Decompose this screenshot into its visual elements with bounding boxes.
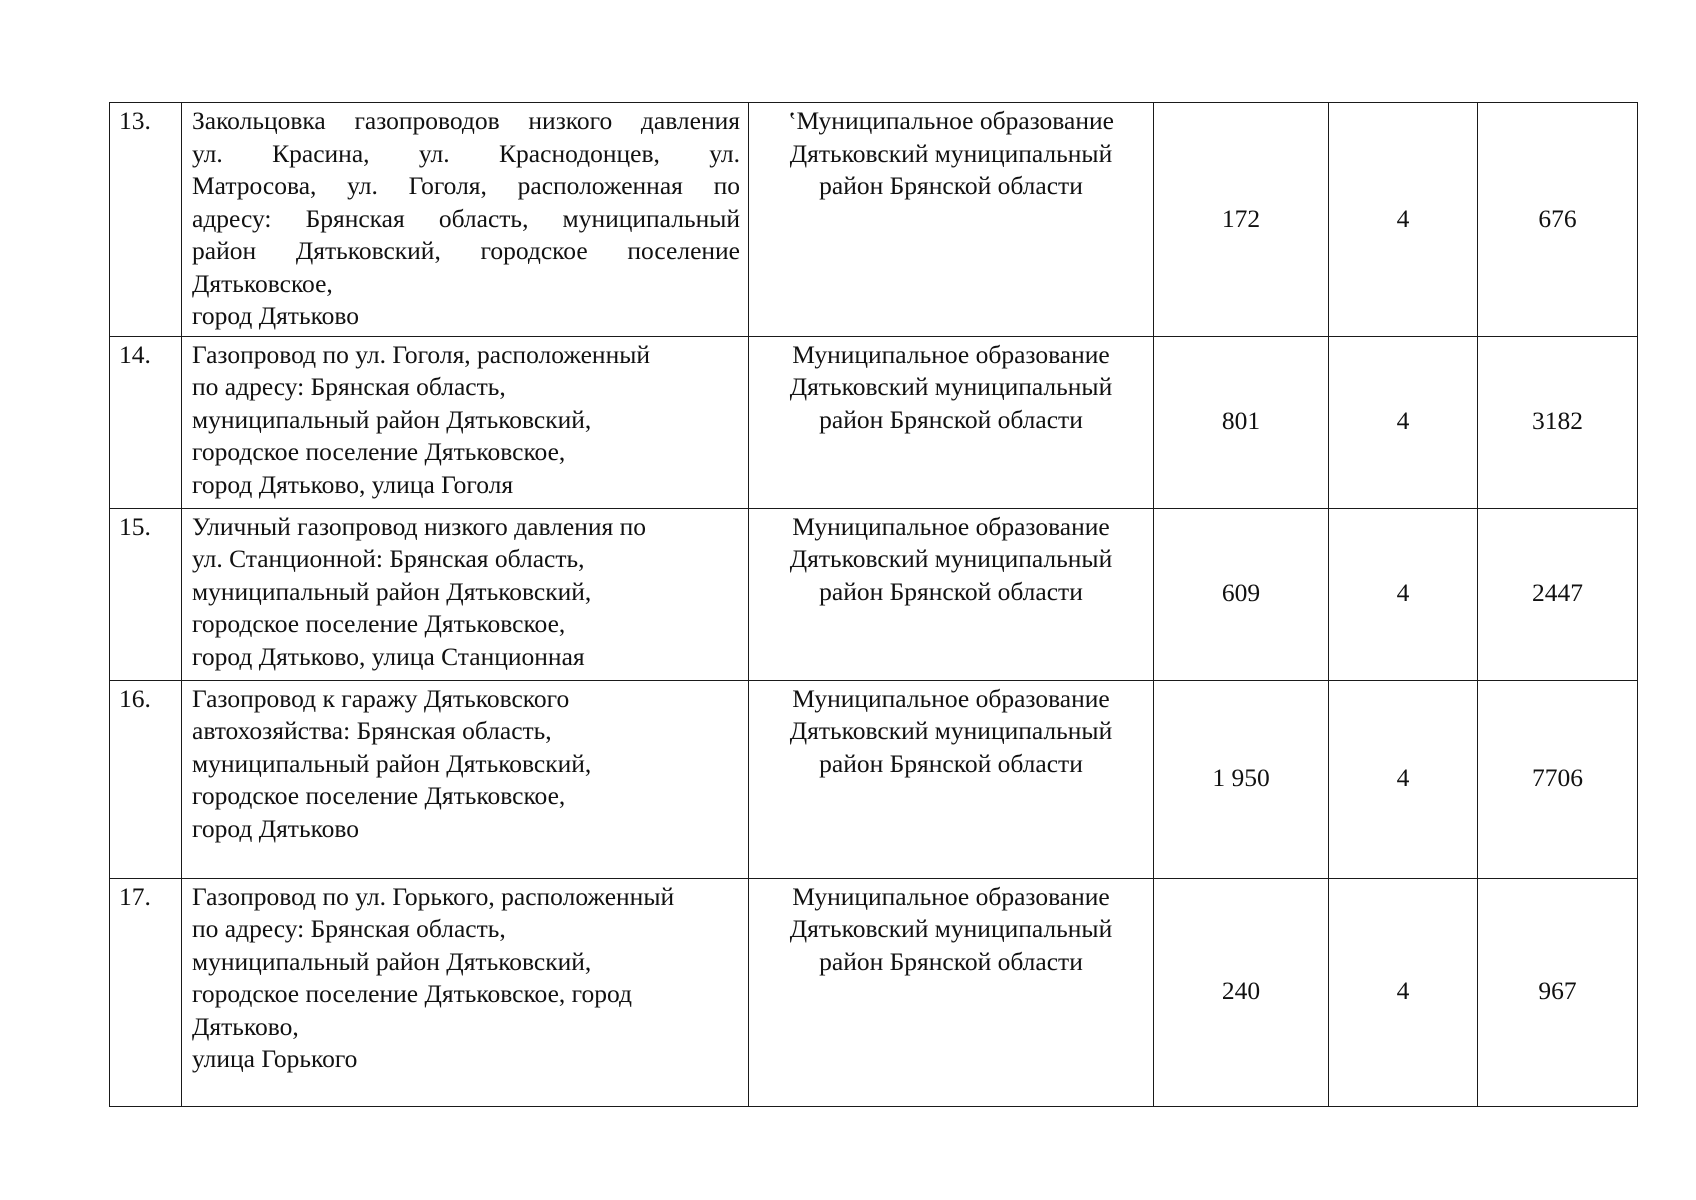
description-line: Матросова, ул. Гоголя, расположенная по — [192, 171, 740, 200]
length-value: 240 — [1154, 878, 1329, 1106]
owner-line: Дятьковский муниципальный — [789, 914, 1113, 943]
description-line: город Дятьково — [192, 301, 360, 330]
category-value: 4 — [1329, 336, 1478, 508]
table-row — [110, 336, 1638, 508]
owner-line: Дятьковский муниципальный — [789, 716, 1113, 745]
owner-line: Дятьковский муниципальный — [789, 138, 1113, 168]
description-line: ул. Красина, ул. Краснодонцев, ул. — [192, 138, 740, 168]
owner-line: Муниципальное образование — [792, 339, 1110, 369]
owner — [749, 878, 1154, 1106]
description-line: городское поселение Дятьковское, город — [192, 979, 632, 1008]
length-value: 801 — [1154, 336, 1329, 508]
description-line: Уличный газопровод низкого давления по — [192, 511, 646, 541]
length-value: 1 950 — [1154, 680, 1329, 878]
description-line: муниципальный район Дятьковский, — [192, 404, 592, 434]
category-value: 4 — [1329, 878, 1478, 1106]
description-line: городское поселение Дятьковское, — [192, 437, 566, 466]
owner-line: ‛Муниципальное образование — [788, 106, 1114, 135]
description-line: ул. Станционной: Брянская область, — [192, 544, 585, 573]
row-number: 14. — [110, 336, 182, 508]
description-line: Газопровод по ул. Гоголя, расположенный — [192, 339, 651, 369]
area-value: 2447 — [1478, 508, 1638, 680]
object-description — [182, 680, 749, 878]
description-line: муниципальный район Дятьковский, — [192, 748, 592, 778]
row-number: 15. — [110, 508, 182, 680]
description-line: по адресу: Брянская область, — [192, 372, 506, 401]
owner-line: район Брянской области — [819, 576, 1083, 606]
owner-line: Дятьковский муниципальный — [789, 544, 1113, 573]
owner-line: район Брянской области — [819, 404, 1083, 434]
row-number: 17. — [110, 878, 182, 1106]
category-value: 4 — [1329, 103, 1478, 337]
object-description — [182, 878, 749, 1106]
description-line: район Дятьковский, городское поселение — [192, 236, 740, 265]
description-line: муниципальный район Дятьковский, — [192, 576, 592, 606]
table-row — [110, 878, 1638, 1106]
owner-line: Дятьковский муниципальный — [789, 372, 1113, 401]
description-line: улица Горького — [192, 1044, 358, 1073]
object-description — [182, 103, 749, 337]
table-row — [110, 508, 1638, 680]
description-line: город Дятьково, улица Гоголя — [192, 469, 514, 499]
owner-line: район Брянской области — [819, 946, 1083, 976]
description-line: муниципальный район Дятьковский, — [192, 946, 592, 976]
length-value: 609 — [1154, 508, 1329, 680]
owner-line: Муниципальное образование — [792, 683, 1110, 713]
area-value: 3182 — [1478, 336, 1638, 508]
description-line: городское поселение Дятьковское, — [192, 781, 566, 810]
table-row — [110, 680, 1638, 878]
description-line: по адресу: Брянская область, — [192, 914, 506, 943]
description-line: город Дятьково — [192, 813, 360, 843]
owner-line: район Брянской области — [819, 748, 1083, 778]
description-line: городское поселение Дятьковское, — [192, 609, 566, 638]
area-value: 7706 — [1478, 680, 1638, 878]
area-value: 676 — [1478, 103, 1638, 337]
description-line: Газопровод к гаражу Дятьковского — [192, 683, 570, 713]
owner — [749, 680, 1154, 878]
description-line: Закольцовка газопроводов низкого давления — [192, 106, 740, 135]
owner-line: район Брянской области — [819, 171, 1083, 200]
owner-line: Муниципальное образование — [792, 511, 1110, 541]
table-row — [110, 103, 1638, 337]
description-line: Дятьковское, — [192, 268, 333, 298]
row-number: 16. — [110, 680, 182, 878]
owner — [749, 336, 1154, 508]
object-description — [182, 508, 749, 680]
object-description — [182, 336, 749, 508]
row-number: 13. — [110, 103, 182, 337]
gas-pipelines-table — [109, 102, 1638, 1107]
description-line: адресу: Брянская область, муниципальный — [192, 203, 740, 233]
length-value: 172 — [1154, 103, 1329, 337]
area-value: 967 — [1478, 878, 1638, 1106]
category-value: 4 — [1329, 508, 1478, 680]
category-value: 4 — [1329, 680, 1478, 878]
owner — [749, 103, 1154, 337]
owner-line: Муниципальное образование — [792, 881, 1110, 911]
description-line: город Дятьково, улица Станционная — [192, 641, 585, 671]
description-line: автохозяйства: Брянская область, — [192, 716, 552, 745]
owner — [749, 508, 1154, 680]
description-line: Дятьково, — [192, 1011, 299, 1041]
description-line: Газопровод по ул. Горького, расположенный — [192, 881, 675, 911]
